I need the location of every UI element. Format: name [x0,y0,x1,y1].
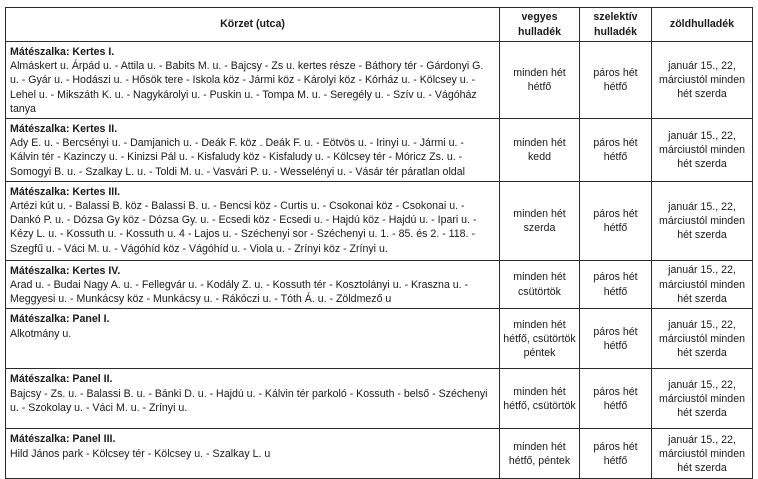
district-name: Mátészalka: Kertes IV. [10,264,121,277]
district-cell [6,42,500,119]
selective-waste-cell: páros hét hétfő [580,260,652,309]
district-cell [6,181,500,260]
mixed-waste-cell: minden hét csütörtök [500,260,580,309]
district-name: Mátészalka: Panel II. [10,373,113,386]
header-row [6,8,753,42]
green-waste-cell: január 15., 22, márciustól minden hét szerda [652,309,753,369]
waste-collection-schedule-table [5,7,753,479]
mixed-waste-cell: minden hét hétfő, csütörtök péntek [500,309,580,369]
street-list: Arad u. - Budai Nagy A. u. - Fellegvár u. - Kodály Z. u. - Kossuth tér - Kosztolányi u. - Kraszna u. - Meggyesi u. - Munkácsy köz - Munkácsy u. - Rákóczi u. - Tóth Á. u. - Zöldmező u [10,279,469,306]
green-waste-cell: január 15., 22, márciustól minden hét szerda [652,369,753,429]
district-name: Mátészalka: Kertes III. [10,185,121,198]
district-name: Mátészalka: Panel I. [10,313,110,326]
street-list: Alkotmány u. [10,327,72,340]
green-waste-cell: január 15., 22, márciustól minden hét szerda [652,429,753,479]
street-list: Ady E. u. - Bercsényi u. - Damjanich u. - Deák F. köz . Deák F. u. - Eötvös u. - Irinyi u. - Jármi u. - Kálvin tér - Kazinczy u. - Kinizsi Pál u. - Kisfaludy köz - Kisfaludy u. - Kölcsey tér - Móricz Zs. u. - Somogyi B. u. - Szalkay L. u. - Toldi M. u. - Vasvári P. u. - Wesselényi u. - Vásár tér páratlan oldal [10,137,465,178]
table-row [6,119,753,182]
header-selective-waste: szelektív hulladék [580,8,652,42]
table-row [6,42,753,119]
table-row [6,181,753,260]
green-waste-cell: január 15., 22, márciustól minden hét szerda [652,260,753,309]
district-cell [6,369,500,429]
header-district: Körzet (utca) [6,8,500,42]
selective-waste-cell: páros hét hétfő [580,309,652,369]
selective-waste-cell: páros hét hétfő [580,429,652,479]
header-mixed-waste: vegyes hulladék [500,8,580,42]
street-list: Bajcsy - Zs. u. - Balassi B. u. - Bánki D. u. - Hajdú u. - Kálvin tér parkoló - Kossuth - belső - Széchenyi u. - Szokolay u. - Váci M. u. - Zrínyi u. [10,387,488,414]
mixed-waste-cell: minden hét hétfő, péntek [500,429,580,479]
street-list: Almáskert u. Árpád u. - Attila u. - Babits M. u. - Bajcsy - Zs u. kertes része - Báthory tér - Gárdonyi G. u. - Gyár u. - Hodászi u. - Hősök tere - Iskola köz - Jármi köz - Károlyi köz - Kórház u. - Kölcsey u. - Lehel u. - Mikszáth K. u. - Nagykárolyi u. - Puskin u. - Tompa M. u. - Seregély u. - Szív u. - Vágóház tanya [10,60,484,115]
district-name: Mátészalka: Panel III. [10,433,116,446]
district-cell [6,429,500,479]
green-waste-cell: január 15., 22, márciustól minden hét szerda [652,42,753,119]
district-cell [6,309,500,369]
table-row [6,429,753,479]
table-row [6,260,753,309]
street-list: Hild János park - Kölcsey tér - Kölcsey u. - Szalkay L. u [10,447,271,460]
mixed-waste-cell: minden hét kedd [500,119,580,182]
mixed-waste-cell: minden hét hétfő [500,42,580,119]
district-cell [6,260,500,309]
green-waste-cell: január 15., 22, márciustól minden hét szerda [652,181,753,260]
district-name: Mátészalka: Kertes II. [10,123,118,136]
table-row [6,369,753,429]
selective-waste-cell: páros hét hétfő [580,369,652,429]
selective-waste-cell: páros hét hétfő [580,119,652,182]
district-cell [6,119,500,182]
mixed-waste-cell: minden hét szerda [500,181,580,260]
selective-waste-cell: páros hét hétfő [580,42,652,119]
district-name: Mátészalka: Kertes I. [10,46,115,58]
mixed-waste-cell: minden hét hétfő, csütörtök [500,369,580,429]
table-row [6,309,753,369]
selective-waste-cell: páros hét hétfő [580,181,652,260]
green-waste-cell: január 15., 22, márciustól minden hét szerda [652,119,753,182]
header-green-waste: zöldhulladék [652,8,753,42]
street-list: Artézi kút u. - Balassi B. köz - Balassi B. u. - Bencsi köz - Curtis u. - Csokonai köz - Csokonai u. - Dankó P. u. - Dózsa Gy köz - Dózsa Gy. u. - Ecsedi köz - Ecsedi u. - Hajdú köz - Hajdú u. - Ipari u. - Kézy L. u. - Kossuth u. - Kossuth u. 4 - Lajos u. - Széchenyi sor - Széchenyi u. 1. - 85. és 2. - 118. - Szegfű u. - Váci M. u. - Vágóhíd köz - Vágóhíd u. - Viola u. - Zrínyi köz - Zrínyi u. [10,200,477,255]
